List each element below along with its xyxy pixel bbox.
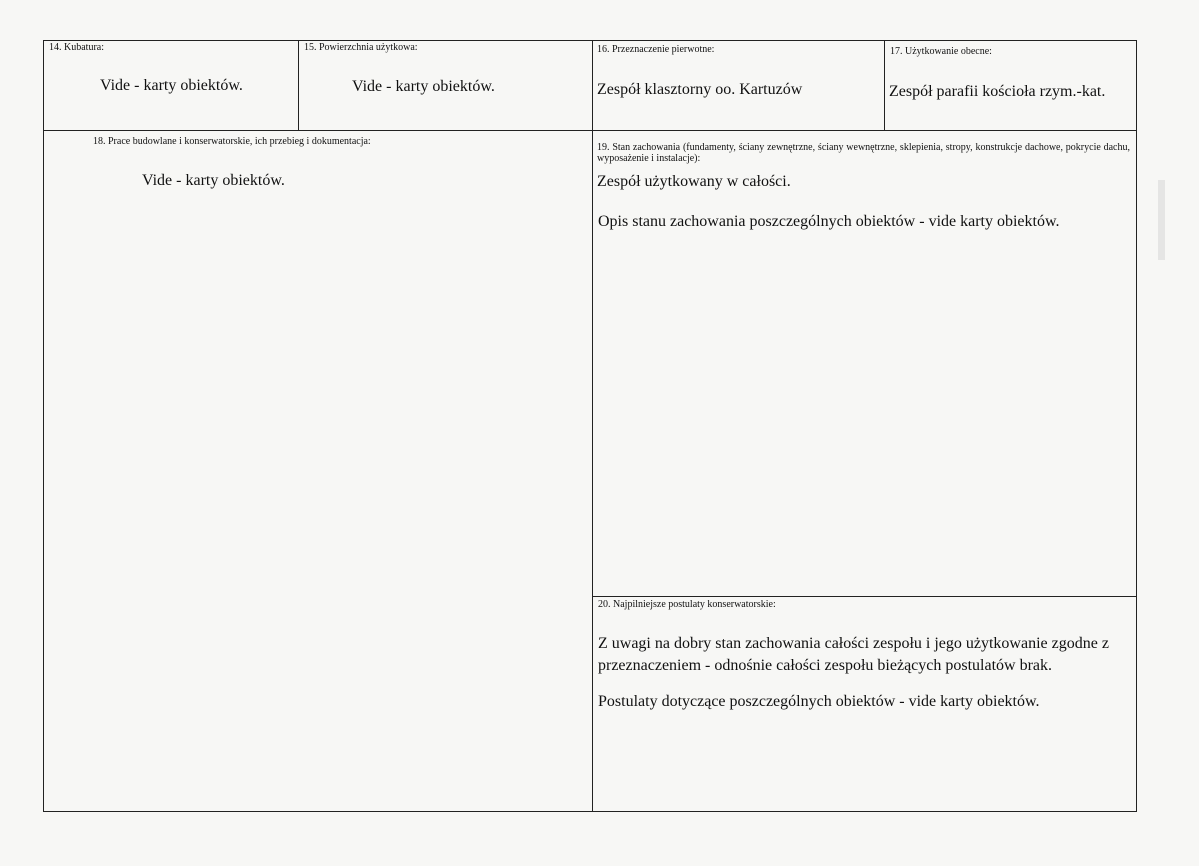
cell-15-value: Vide - karty obiektów. xyxy=(352,78,495,95)
cell-14-value: Vide - karty obiektów. xyxy=(100,77,243,94)
row-divider-19-20 xyxy=(592,596,1137,597)
col-divider-15-16 xyxy=(592,40,593,812)
cell-20-label: 20. Najpilniejsze postulaty konserwatorskie: xyxy=(598,599,776,610)
scan-smudge xyxy=(1158,180,1165,260)
cell-20-paragraph-1: Z uwagi na dobry stan zachowania całości zespołu i jego użytkowanie zgodne z przeznaczeniem - odnośnie całości zespołu bieżących postulatów brak. xyxy=(598,635,1109,674)
cell-14-label: 14. Kubatura: xyxy=(49,42,104,53)
cell-15-label: 15. Powierzchnia użytkowa: xyxy=(304,42,418,53)
cell-17-label: 17. Użytkowanie obecne: xyxy=(890,46,992,57)
cell-17-value: Zespół parafii kościoła rzym.-kat. xyxy=(889,83,1106,100)
row-divider-top xyxy=(43,130,1137,131)
cell-16-value: Zespół klasztorny oo. Kartuzów xyxy=(597,81,803,98)
cell-20-paragraph-2: Postulaty dotyczące poszczególnych obiektów - vide karty obiektów. xyxy=(598,693,1040,710)
cell-18-label: 18. Prace budowlane i konserwatorskie, ich przebieg i dokumentacja: xyxy=(93,136,371,147)
col-divider-16-17 xyxy=(884,40,885,130)
cell-19-line2: Opis stanu zachowania poszczególnych obiektów - vide karty obiektów. xyxy=(598,213,1060,230)
cell-16-label: 16. Przeznaczenie pierwotne: xyxy=(597,44,715,55)
cell-18-value: Vide - karty obiektów. xyxy=(142,172,285,189)
cell-19-line1: Zespół użytkowany w całości. xyxy=(597,173,791,190)
col-divider-14-15 xyxy=(298,40,299,130)
cell-19-label: 19. Stan zachowania (fundamenty, ściany zewnętrzne, ściany wewnętrzne, sklepienia, stropy, konstrukcje dachowe, pokrycie dachu, wyposażenie i instalacje): xyxy=(597,142,1130,164)
